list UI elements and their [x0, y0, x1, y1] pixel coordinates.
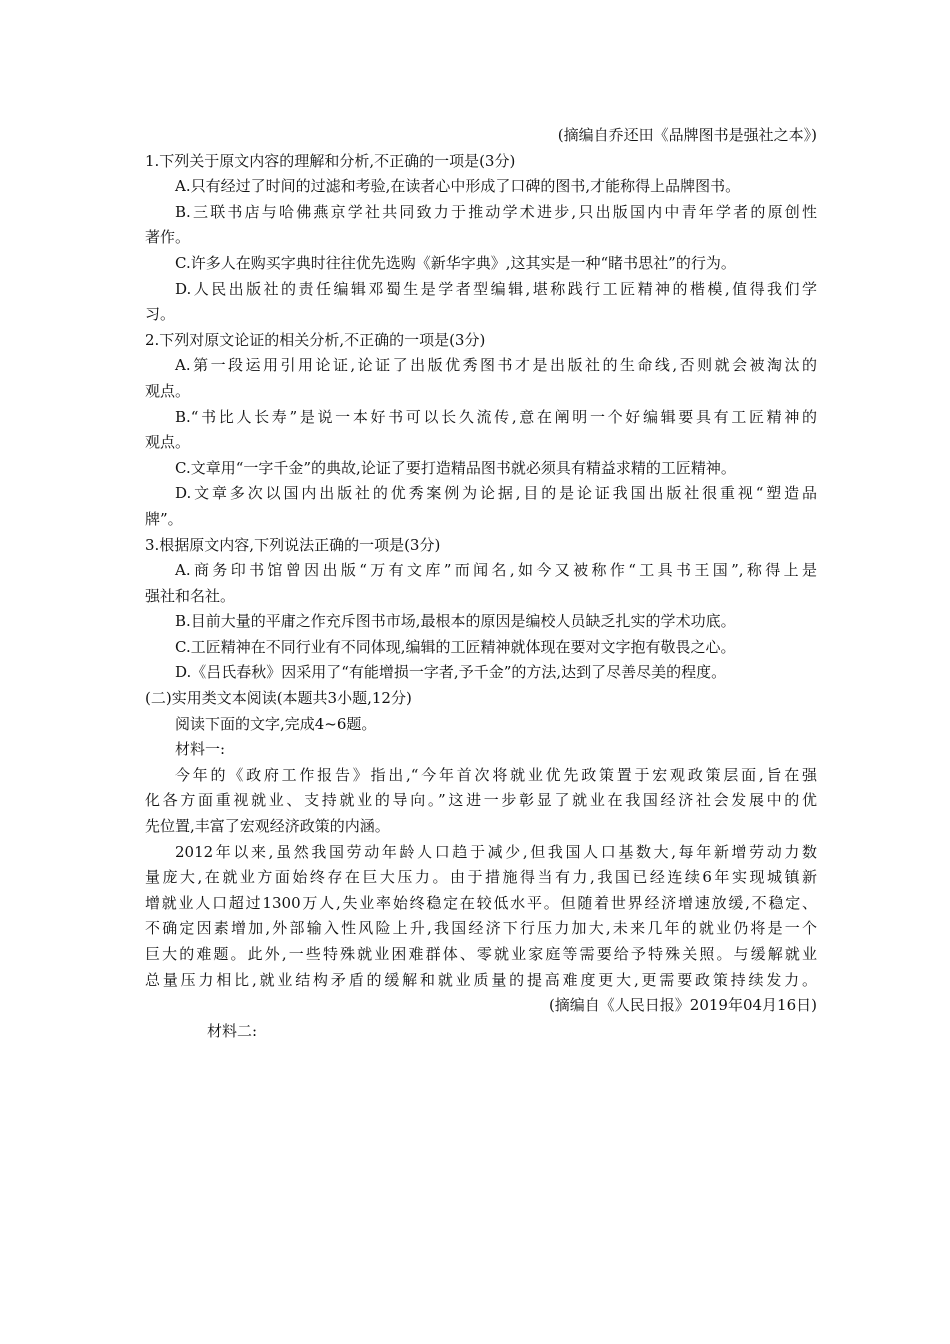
- question-2-option-d: D.文章多次以国内出版社的优秀案例为论据,目的是论证我国出版社很重视“塑造品: [175, 484, 817, 503]
- question-3-stem: 3.根据原文内容,下列说法正确的一项是(3分): [145, 535, 441, 554]
- question-1-stem: 1.下列关于原文内容的理解和分析,不正确的一项是(3分): [145, 151, 516, 170]
- paragraph-line: 巨大的难题。此外,一些特殊就业困难群体、零就业家庭等需要给予特殊关照。与缓解就业: [145, 945, 817, 963]
- question-3-option-a: A.商务印书馆曾因出版“万有文库”而闻名,如今又被称作“工具书王国”,称得上是: [175, 561, 817, 580]
- question-3-option-d: D.《吕氏春秋》因采用了“有能增损一字者,予千金”的方法,达到了尽善尽美的程度。: [175, 663, 727, 682]
- paragraph-line: 先位置,丰富了宏观经济政策的内涵。: [145, 817, 390, 836]
- question-2-stem: 2.下列对原文论证的相关分析,不正确的一项是(3分): [145, 330, 486, 349]
- question-1-option-c: C.许多人在购买字典时往往优先选购《新华字典》,这其实是一种“睹书思社”的行为。: [175, 253, 736, 272]
- source-citation-2: (摘编自《人民日报》2019年04月16日): [548, 996, 817, 1015]
- question-2-option-a: A.第一段运用引用论证,论证了出版优秀图书才是出版社的生命线,否则就会被淘汰的: [175, 356, 817, 375]
- material-1-label: 材料一:: [175, 740, 226, 759]
- paragraph-line: 量庞大,在就业方面始终存在巨大压力。由于措施得当有力,我国已经连续6年实现城镇新: [145, 868, 817, 887]
- question-1-option-b-cont: 著作。: [145, 228, 191, 247]
- question-2-option-d-cont: 牌”。: [145, 509, 183, 528]
- section-heading: (二)实用类文本阅读(本题共3小题,12分): [145, 689, 412, 708]
- material-2-label: 材料二:: [207, 1021, 258, 1040]
- question-1-option-d-cont: 习。: [145, 305, 176, 324]
- paragraph-line: 今年的《政府工作报告》指出,“今年首次将就业优先政策置于宏观政策层面,旨在强: [175, 765, 817, 784]
- reading-instruction: 阅读下面的文字,完成4~6题。: [175, 714, 377, 733]
- paragraph-line: 增就业人口超过1300万人,失业率始终稳定在较低水平。但随着世界经济增速放缓,不稳定、: [145, 893, 817, 912]
- question-1-option-b: B.三联书店与哈佛燕京学社共同致力于推动学术进步,只出版国内中青年学者的原创性: [175, 202, 817, 221]
- question-2-option-b-cont: 观点。: [145, 433, 191, 452]
- question-3-option-b: B.目前大量的平庸之作充斥图书市场,最根本的原因是编校人员缺乏扎实的学术功底。: [175, 612, 736, 631]
- paragraph-line: 不确定因素增加,外部输入性风险上升,我国经济下行压力加大,未来几年的就业仍将是一个: [145, 919, 817, 938]
- paragraph-line: 2012年以来,虽然我国劳动年龄人口趋于减少,但我国人口基数大,每年新增劳动力数: [175, 842, 817, 861]
- paragraph-line: 化各方面重视就业、支持就业的导向。”这进一步彰显了就业在我国经济社会发展中的优: [145, 791, 817, 810]
- question-1-option-d: D.人民出版社的责任编辑邓蜀生是学者型编辑,堪称践行工匠精神的楷模,值得我们学: [175, 279, 817, 298]
- document-body: [145, 123, 817, 1044]
- question-3-option-a-cont: 强社和名社。: [145, 586, 236, 605]
- question-2-option-b: B.“书比人长寿”是说一本好书可以长久流传,意在阐明一个好编辑要具有工匠精神的: [175, 407, 817, 426]
- source-citation: (摘编自乔还田《品牌图书是强社之本》): [557, 126, 817, 144]
- question-1-option-a: A.只有经过了时间的过滤和考验,在读者心中形成了口碑的图书,才能称得上品牌图书。: [175, 177, 741, 196]
- question-3-option-c: C.工匠精神在不同行业有不同体现,编辑的工匠精神就体现在要对文字抱有敬畏之心。: [175, 637, 736, 656]
- paragraph-line: 总量压力相比,就业结构矛盾的缓解和就业质量的提高难度更大,更需要政策持续发力。: [145, 970, 817, 989]
- question-2-option-a-cont: 观点。: [145, 381, 191, 400]
- question-2-option-c: C.文章用“一字千金”的典故,论证了要打造精品图书就必须具有精益求精的工匠精神。: [175, 458, 736, 477]
